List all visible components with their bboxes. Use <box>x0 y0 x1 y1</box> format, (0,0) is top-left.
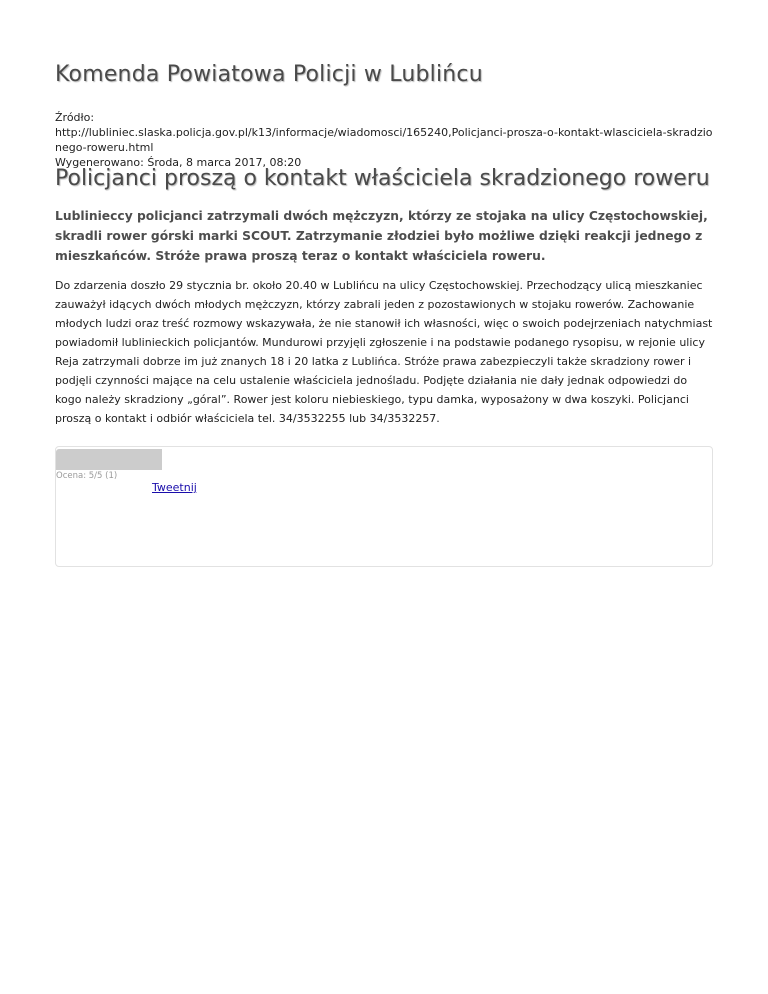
article-title: Policjanci proszą o kontakt właściciela skradzionego roweru <box>55 166 710 191</box>
source-label: Źródło: <box>55 111 95 124</box>
site-title: Komenda Powiatowa Policji w Lublińcu <box>55 62 483 87</box>
article-lead: Lublinieccy policjanci zatrzymali dwóch mężczyzn, którzy ze stojaka na ulicy Częstochowskiej, skradli rower górski marki SCOUT. Zatrzymanie złodziei było możliwe dzięki reakcji jednego z mieszkańców. Stróże prawa proszą teraz o kontakt właściciela roweru. <box>55 209 708 263</box>
article-body: Do zdarzenia doszło 29 stycznia br. około 20.40 w Lublińcu na ulicy Częstochowskiej. Przechodzący ulicą mieszkaniec zauważył idących dwóch młodych mężczyzn, którzy zabrali jeden z pozostawionych w stojaku rowerów. Zachowanie młodych ludzi oraz treść rozmowy wskazywała, że nie stanowił ich własności, więc o swoich podejrzeniach natychmiast powiadomił lublinieckich policjantów. Mundurowi przyjęli zgłoszenie i na podstawie podanego rysopisu, w rejonie ulicy Reja zatrzymali dobrze im już znanych 18 i 20 latka z Lublińca. Stróże prawa zabezpieczyli także skradziony rower i podjęli czynności mające na celu ustalenie właściciela jednośladu. Podjęte działania nie dały jednak odpowiedzi do kogo należy skradziony „góral”. Rower jest koloru niebieskiego, typu damka, wyposażony w dwa koszyki. Policjanci proszą o kontakt i odbiór właściciela tel. 34/3532255 lub 34/3532257. <box>55 279 713 425</box>
rating-stars[interactable] <box>56 449 162 470</box>
rating-box <box>55 446 713 567</box>
tweet-link[interactable]: Tweetnij <box>152 481 197 494</box>
generated-date: Wygenerowano: Środa, 8 marca 2017, 08:20 <box>55 156 302 169</box>
source-url: http://lubliniec.slaska.policja.gov.pl/k13/informacje/wiadomosci/165240,Policjanci-prosza-o-kontakt-wlasciciela-skradzionego-roweru.html <box>55 126 713 154</box>
source-meta <box>55 110 713 170</box>
rating-text: Ocena: 5/5 (1) <box>56 471 118 481</box>
